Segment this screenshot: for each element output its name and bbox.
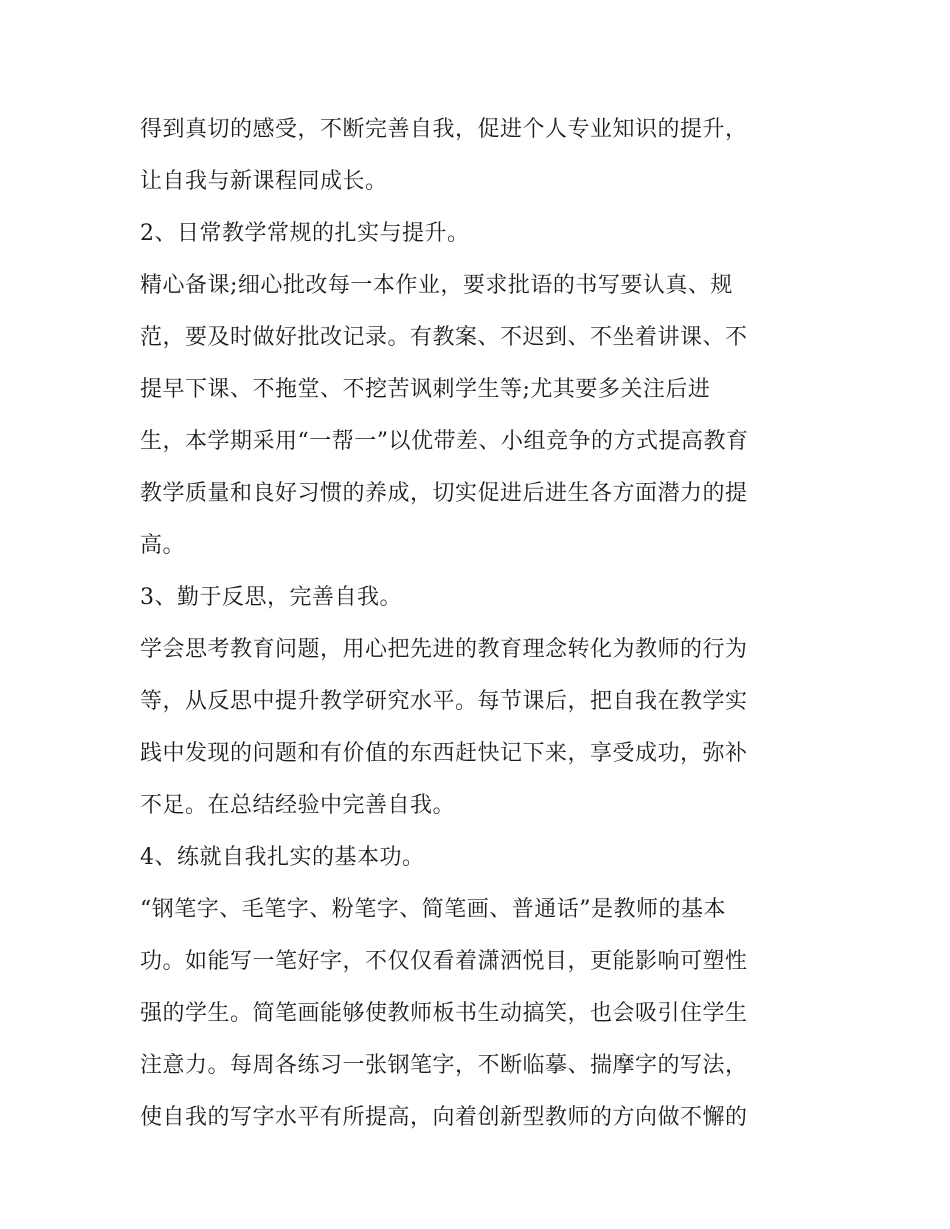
text-line: 生，本学期采用“一帮一”以优带差、小组竞争的方式提高教育 bbox=[140, 429, 749, 454]
text-line: 让自我与新课程同成长。 bbox=[140, 169, 388, 194]
text-line: “钢笔字、毛笔字、粉笔字、简笔画、普通话”是教师的基本 bbox=[140, 897, 726, 922]
text-line: 高。 bbox=[140, 533, 186, 558]
text-line: 注意力。每周各练习一张钢笔字，不断临摹、揣摩字的写法， bbox=[140, 1053, 748, 1078]
text-line: 精心备课;细心批改每一本作业，要求批语的书写要认真、规 bbox=[140, 273, 733, 298]
section-heading: 4、练就自我扎实的基本功。 bbox=[140, 845, 425, 870]
text-line: 学会思考教育问题，用心把先进的教育理念转化为教师的行为 bbox=[140, 637, 748, 662]
text-line: 等，从反思中提升教学研究水平。每节课后，把自我在教学实 bbox=[140, 689, 748, 714]
text-line: 教学质量和良好习惯的养成，切实促进后进生各方面潜力的提 bbox=[140, 481, 748, 506]
text-line: 使自我的写字水平有所提高，向着创新型教师的方向做不懈的 bbox=[140, 1105, 748, 1130]
text-line: 得到真切的感受，不断完善自我，促进个人专业知识的提升， bbox=[140, 117, 748, 142]
section-heading: 3、勤于反思，完善自我。 bbox=[140, 585, 402, 610]
text-line: 提早下课、不拖堂、不挖苦讽刺学生等;尤其要多关注后进 bbox=[140, 377, 711, 402]
text-line: 强的学生。简笔画能够使教师板书生动搞笑，也会吸引住学生 bbox=[140, 1001, 748, 1026]
section-heading: 2、日常教学常规的扎实与提升。 bbox=[140, 221, 470, 246]
body-text bbox=[140, 104, 820, 1144]
text-line: 范，要及时做好批改记录。有教案、不迟到、不坐着讲课、不 bbox=[140, 325, 748, 350]
text-line: 功。如能写一笔好字，不仅仅看着潇洒悦目，更能影响可塑性 bbox=[140, 949, 748, 974]
text-line: 践中发现的问题和有价值的东西赶快记下来，享受成功，弥补 bbox=[140, 741, 748, 766]
text-line: 不足。在总结经验中完善自我。 bbox=[140, 793, 456, 818]
